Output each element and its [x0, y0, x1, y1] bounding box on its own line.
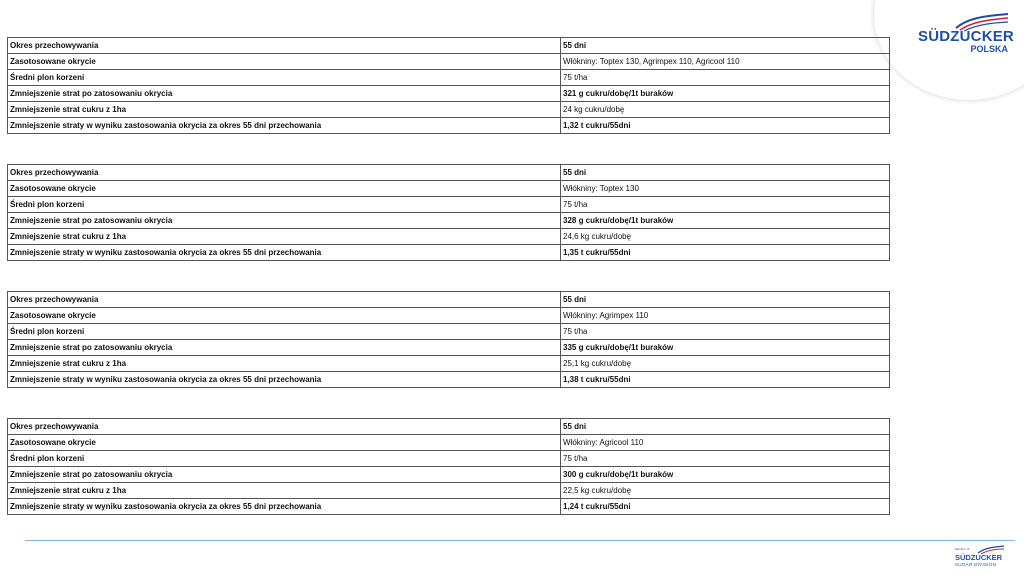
footer-logo-member: Member of: [955, 547, 970, 551]
storage-summary-table: [7, 291, 890, 388]
logo-subtitle: POLSKA: [970, 44, 1008, 54]
table-row: [8, 245, 890, 261]
row-label: Okres przechowywania: [8, 419, 561, 435]
row-value: 75 t/ha: [561, 197, 890, 213]
table-row: [8, 70, 890, 86]
row-label: Okres przechowywania: [8, 38, 561, 54]
row-label: Zmniejszenie strat cukru z 1ha: [8, 102, 561, 118]
table-row: [8, 499, 890, 515]
table-row: [8, 213, 890, 229]
table-row: [8, 229, 890, 245]
table-row: [8, 435, 890, 451]
storage-summary-table: [7, 418, 890, 515]
row-label: Zmniejszenie straty w wyniku zastosowania okrycia za okres 55 dni przechowania: [8, 372, 561, 388]
row-label: Zmniejszenie straty w wyniku zastosowania okrycia za okres 55 dni przechowania: [8, 499, 561, 515]
table-row: [8, 483, 890, 499]
table-row: [8, 340, 890, 356]
table-row: [8, 451, 890, 467]
table-spacer: [7, 134, 890, 164]
row-value: 55 dni: [561, 165, 890, 181]
row-label: Średni plon korzeni: [8, 70, 561, 86]
sudzucker-logo: [918, 12, 1014, 58]
row-value: 75 t/ha: [561, 324, 890, 340]
row-label: Zmniejszenie strat po zatosowaniu okrycia: [8, 213, 561, 229]
row-value: 1,35 t cukru/55dni: [561, 245, 890, 261]
row-label: Średni plon korzeni: [8, 451, 561, 467]
table-row: [8, 419, 890, 435]
table-spacer: [7, 261, 890, 291]
row-label: Zmniejszenie strat cukru z 1ha: [8, 483, 561, 499]
tables-container: [7, 37, 890, 515]
table-row: [8, 356, 890, 372]
row-label: Okres przechowywania: [8, 165, 561, 181]
footer-logo-subtitle: SUGAR DIVISION: [955, 562, 997, 567]
row-label: Zmniejszenie strat po zatosowaniu okrycia: [8, 340, 561, 356]
logo-name: SÜDZUCKER: [918, 28, 1014, 45]
row-value: 300 g cukru/dobę/1t buraków: [561, 467, 890, 483]
row-label: Zasotosowane okrycie: [8, 308, 561, 324]
row-label: Zmniejszenie strat cukru z 1ha: [8, 229, 561, 245]
storage-summary-table: [7, 37, 890, 134]
row-value: 321 g cukru/dobę/1t buraków: [561, 86, 890, 102]
row-label: Zmniejszenie straty w wyniku zastosowania okrycia za okres 55 dni przechowania: [8, 118, 561, 134]
row-label: Zmniejszenie strat po zatosowaniu okrycia: [8, 86, 561, 102]
table-row: [8, 118, 890, 134]
row-value: 335 g cukru/dobę/1t buraków: [561, 340, 890, 356]
row-label: Zasotosowane okrycie: [8, 54, 561, 70]
row-value: 75 t/ha: [561, 451, 890, 467]
row-value: 55 dni: [561, 419, 890, 435]
row-value: Włókniny: Agrimpex 110: [561, 308, 890, 324]
footer-divider: [25, 540, 1015, 541]
row-value: Włókniny: Toptex 130, Agrimpex 110, Agricool 110: [561, 54, 890, 70]
row-value: 75 t/ha: [561, 70, 890, 86]
footer-logo: [955, 545, 1005, 571]
row-value: Włókniny: Toptex 130: [561, 181, 890, 197]
row-value: 24 kg cukru/dobę: [561, 102, 890, 118]
row-value: 25,1 kg cukru/dobę: [561, 356, 890, 372]
row-label: Zmniejszenie straty w wyniku zastosowania okrycia za okres 55 dni przechowania: [8, 245, 561, 261]
row-value: 24,6 kg cukru/dobę: [561, 229, 890, 245]
table-row: [8, 197, 890, 213]
table-spacer: [7, 388, 890, 418]
row-value: 1,24 t cukru/55dni: [561, 499, 890, 515]
row-label: Zasotosowane okrycie: [8, 181, 561, 197]
table-row: [8, 292, 890, 308]
row-value: 1,38 t cukru/55dni: [561, 372, 890, 388]
row-label: Średni plon korzeni: [8, 324, 561, 340]
table-row: [8, 372, 890, 388]
row-value: 22,5 kg cukru/dobę: [561, 483, 890, 499]
table-row: [8, 102, 890, 118]
row-value: 55 dni: [561, 292, 890, 308]
row-label: Zasotosowane okrycie: [8, 435, 561, 451]
table-row: [8, 308, 890, 324]
row-label: Zmniejszenie strat cukru z 1ha: [8, 356, 561, 372]
table-row: [8, 54, 890, 70]
row-value: 328 g cukru/dobę/1t buraków: [561, 213, 890, 229]
row-label: Średni plon korzeni: [8, 197, 561, 213]
footer-logo-name: SÜDZUCKER: [955, 553, 1003, 562]
row-value: 55 dni: [561, 38, 890, 54]
row-value: Włókniny: Agricool 110: [561, 435, 890, 451]
table-row: [8, 165, 890, 181]
table-row: [8, 324, 890, 340]
table-row: [8, 86, 890, 102]
row-label: Zmniejszenie strat po zatosowaniu okrycia: [8, 467, 561, 483]
table-row: [8, 467, 890, 483]
storage-summary-table: [7, 164, 890, 261]
row-label: Okres przechowywania: [8, 292, 561, 308]
table-row: [8, 38, 890, 54]
table-row: [8, 181, 890, 197]
row-value: 1,32 t cukru/55dni: [561, 118, 890, 134]
